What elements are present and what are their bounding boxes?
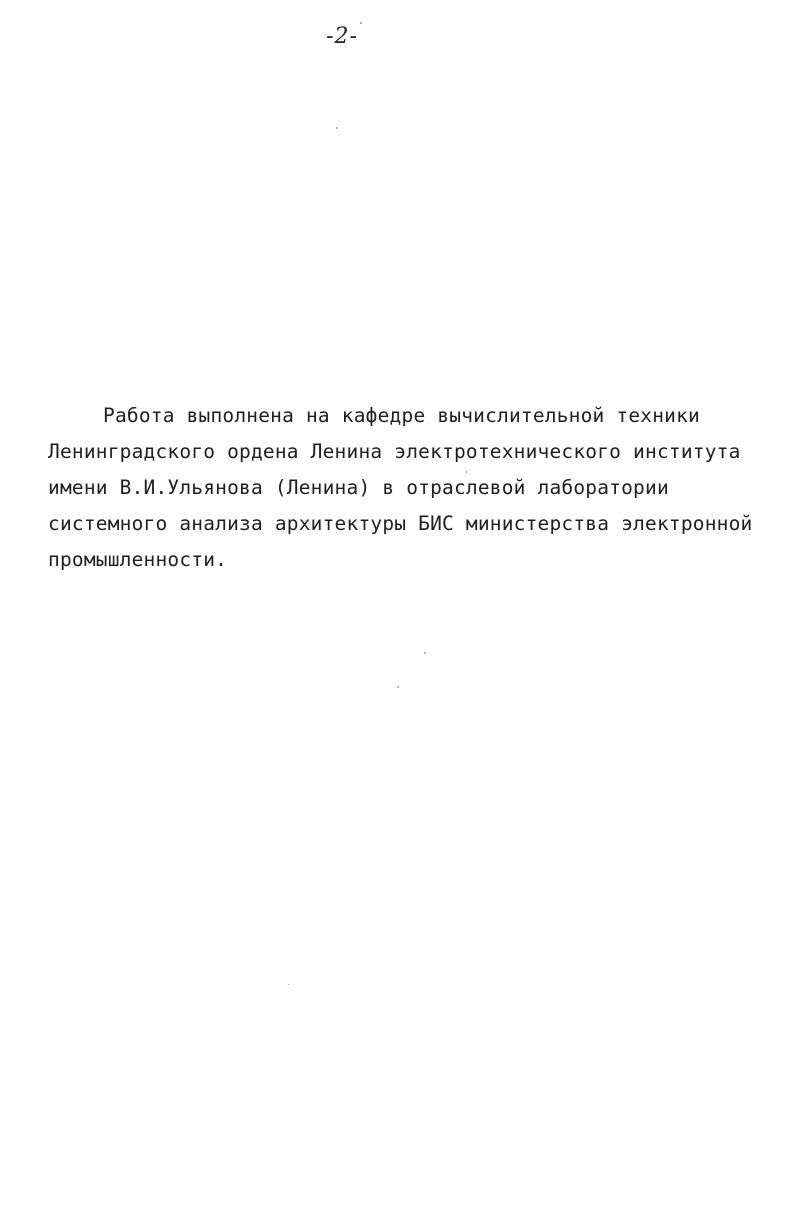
paragraph-line: Работа выполнена на кафедре вычислительной техники	[103, 404, 700, 427]
scan-speck	[466, 471, 467, 473]
page-number: -2-	[326, 24, 358, 49]
scan-speck	[424, 652, 426, 654]
scan-speck	[288, 984, 289, 985]
scan-speck	[336, 127, 338, 129]
paragraph-line: имени В.И.Ульянова (Ленина) в отраслевой лаборатории	[48, 476, 669, 499]
paragraph-line: Ленинградского ордена Ленина электротехнического института	[48, 440, 741, 463]
paragraph-line: системного анализа архитектуры БИС министерства электронной	[48, 512, 753, 535]
paragraph-line: промышленности.	[48, 548, 228, 571]
body-paragraph	[48, 398, 753, 578]
scan-speck	[397, 686, 399, 688]
scan-speck	[360, 22, 362, 24]
